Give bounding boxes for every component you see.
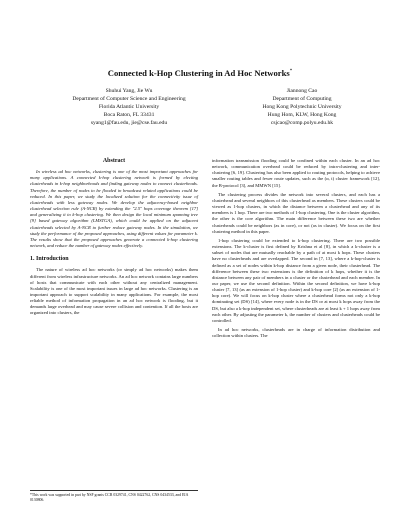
author-names: Shuhui Yang, Jie Wu (105, 88, 153, 94)
author-university: Hong Kong Polytechnic University (262, 103, 342, 110)
author-names: Jiannong Cao (286, 88, 318, 94)
abstract-heading: Abstract (102, 158, 126, 164)
title-footnote-mark: * (289, 69, 293, 75)
right-column (212, 158, 380, 342)
footnote: *This work was supported in part by NSF grants CCR 0329741, CNS 0422762, CNS 0434533, and EIA 0130806. (30, 490, 198, 503)
paper-title (0, 68, 400, 78)
body-paragraph: 1-hop clustering could be extended to k-hop clustering. There are two possible extensions. The k-cluster is first defined by Krishna et al [8], in which a k-cluster is a subset of nodes that are mutually reachable by a path of at most k hops. These clusters have no clusterheads and are overlapped. The second in [7, 13], where a k-hop-cluster is defined as a set of nodes within k-hop distance from a given node, their clusterhead. The difference between these two extensions is the definition of k hops, whether it is the distance between any pair of members in a cluster or the clusterhead and each member. In our paper, we use the second definition. Within the second definition, we have k-hop cluster [7, 13] (as an extension of 1-hop cluster) and k-hop core [2] (as an extension of 1-hop core). We will focus on k-hop cluster where a clusterhead forms not only a k-hop dominating set (DS) [14], where every node is in the DS or at most k hops away from the DS, but also a k-hop independent set, where clusterheads are at least k + 1 hops away from each other. By adjusting the parameter k, the number of clusters and clusterheads could be controlled. (212, 237, 380, 323)
author-city: Hung Hom, KLW, Hong Kong (267, 111, 337, 118)
author-dept: Department of Computing (272, 95, 332, 102)
abstract-text: In wireless ad hoc networks, clustering is one of the most important approaches for many applications. A connected k-hop clustering network is formed by electing clusterheads in k-hop neighborhoods and finding gateway nodes to connect clusterheads. Therefore, the number of nodes to be flooded in broadcast related applications could be reduced. In this paper, we study the localized solution for the connectivity issue of clusterheads with less gateway nodes. We develop the adjacency-based neighbor clusterhead selection rule (A-NCR) by extending the "2.5" hops coverage theorem [17] and generalizing it to k-hop clustering. We then design the local minimum spanning tree [9] based gateway algorithm (LMSTGA), which could be applied on the adjacent clusterheads selected by A-NCR to further reduce gateway nodes. In the simulation, we study the performance of the proposed approaches, using different values for parameter k. The results show that the proposed approaches generate a connected k-hop clustering network, and reduce the number of gateway nodes effectively. (30, 169, 198, 249)
author-right (232, 88, 372, 128)
author-left (54, 88, 204, 128)
author-email: csjcao@comp.polyu.edu.hk (270, 119, 334, 126)
intro-heading: 1. Introduction (30, 256, 69, 263)
author-university: Florida Atlantic University (98, 103, 160, 110)
author-city: Boca Raton, FL 33431 (103, 111, 155, 118)
title-text: Connected k-Hop Clustering in Ad Hoc Networks (107, 68, 290, 78)
intro-paragraph: The nature of wireless ad hoc networks (or simply ad hoc networks) makes them different from wireless infrastructure networks. An ad hoc network contains large numbers of hosts that communicate with each other without any centralized management. Scalability is one of the most important issues in large ad hoc networks. Clustering is an important approach to support scalability in many applications. For example, the most reliable method of information propagation in an ad hoc network is flooding, but it demands large overhead and may cause severe collision and contention. If all the hosts are organized into clusters, the (30, 267, 198, 316)
body-paragraph: information transmission flooding could be confined within each cluster. In an ad hoc network, communication overhead could be reduced by intra-clustering and inter-clustering [6, 19]. Clustering has also been applied to routing protocols, helping to achieve smaller routing tables and fewer route updates, such as the (α, t) cluster framework [12], the B-protocol [3], and MMWN [15]. (212, 158, 380, 188)
left-column (30, 158, 198, 320)
body-paragraph: The clustering process divides the network into several clusters, and each has a clusterhead and several neighbors of this clusterhead as members. These clusters could be viewed as 1-hop clusters, in which the distance between a clusterhead and any of its members is 1 hop. There are two methods of 1-hop clustering. One is the cluster algorithm, the other is the core algorithm. The main difference between these two are whether clusterheads could be neighbors (as in core), or not (as in cluster). We focus on the first clustering method in this paper. (212, 191, 380, 234)
body-paragraph: In ad hoc networks, clusterheads are in charge of information distribution and collection within clusters. The (212, 327, 380, 339)
author-email: syang1@fau.edu, jie@cse.fau.edu (90, 119, 168, 126)
author-dept: Department of Computer Science and Engineering (72, 95, 186, 102)
